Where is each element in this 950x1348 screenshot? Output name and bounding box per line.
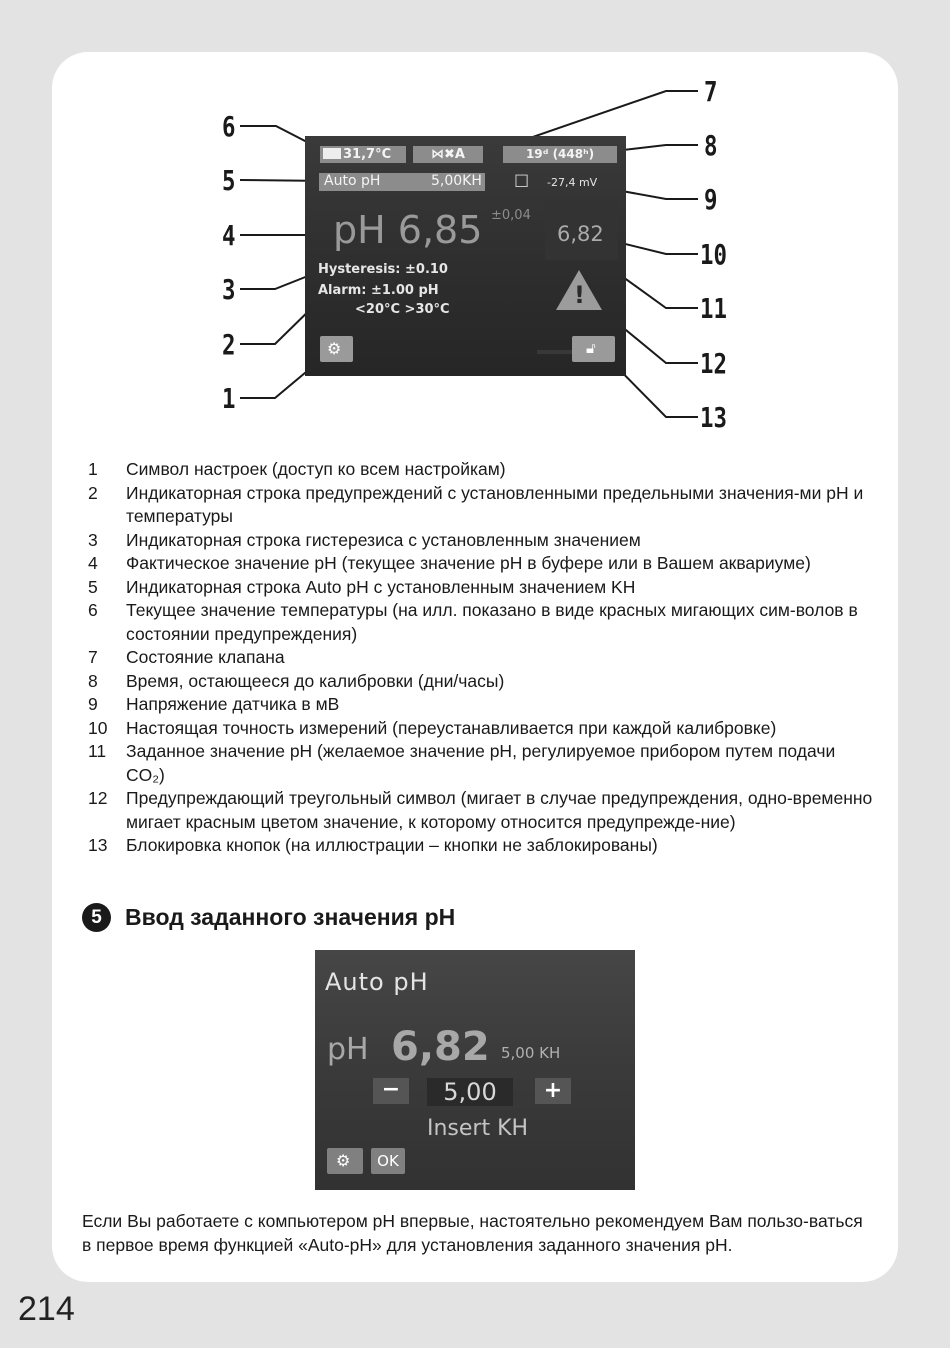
calibration-time-bar xyxy=(503,146,617,163)
list-item: 10 Настоящая точность измерений (переустанавливается при каждой калибровке) xyxy=(88,717,777,738)
valve-status-icon: ⋈✖A xyxy=(431,147,465,162)
callout-9: 9 xyxy=(704,183,718,216)
increase-button[interactable]: + xyxy=(535,1078,571,1104)
list-item: 3 Индикаторная строка гистерезиса с установленным значением xyxy=(88,529,641,550)
footer-paragraph: Если Вы работаете с компьютером pH впервые, настоятельно рекомендуем Вам пользо-ваться в первое время функцией «Auto-pH» для установления заданного значения pH. xyxy=(82,1211,863,1255)
list-item: 2 Индикаторная строка предупреждений с установленными предельными значения-ми pH и температуры xyxy=(88,482,864,526)
page-number: 214 xyxy=(18,1290,75,1328)
legend-list xyxy=(88,458,878,858)
hysteresis-line: Hysteresis: ±0.10 xyxy=(318,262,448,277)
auto-ph-display xyxy=(315,950,635,1190)
list-item: 1 Символ настроек (доступ ко всем настройкам) xyxy=(88,459,506,479)
list-item: 11 Заданное значение pH (желаемое значение pH, регулируемое прибором путем подачи CO₂) xyxy=(88,741,836,785)
temperature-bar xyxy=(320,146,406,163)
calibration-time: 19ᵈ (448ʰ) xyxy=(525,147,595,161)
settings-button[interactable] xyxy=(320,336,353,362)
ph-label: pH xyxy=(327,1032,369,1067)
decrease-button[interactable]: − xyxy=(373,1078,409,1104)
ok-button[interactable]: OK xyxy=(371,1148,405,1174)
list-item: 9 Напряжение датчика в мВ xyxy=(88,694,340,714)
callout-7: 7 xyxy=(704,75,718,108)
gear-icon: ⚙ xyxy=(336,1153,351,1170)
list-item: 6 Текущее значение температуры (на илл. показано в виде красных мигающих сим-волов в состоянии предупреждения) xyxy=(88,600,858,644)
list-item: 7 Состояние клапана xyxy=(88,647,285,667)
settings-button-2[interactable] xyxy=(327,1148,363,1174)
auto-ph-title: Auto pH xyxy=(325,968,429,996)
list-item: 5 Индикаторная строка Auto pH с установленным значением KH xyxy=(88,576,636,597)
callout-1: 1 xyxy=(222,382,236,415)
kh-small-value: 5,00 KH xyxy=(501,1044,561,1062)
ph-actual-value: pH 6,85 xyxy=(333,208,483,252)
gear-icon: ⚙ xyxy=(327,341,342,358)
auto-kh-value: 5,00KH xyxy=(431,173,482,189)
callout-12: 12 xyxy=(700,347,727,380)
callout-2: 2 xyxy=(222,328,236,361)
list-item: 4 Фактическое значение pH (текущее значение pH в буфере или в Вашем аквариуме) xyxy=(88,553,811,573)
section-title: Ввод заданного значения pH xyxy=(125,904,456,930)
callout-5: 5 xyxy=(222,164,236,197)
callout-13: 13 xyxy=(700,401,727,434)
list-item: 12 Предупреждающий треугольный символ (мигает в случае предупреждения, одно-временно мигает красным цветом значение, к которому относится предупрежде-ние) xyxy=(88,788,873,832)
section-number: 5 xyxy=(82,903,111,932)
lock-button[interactable] xyxy=(572,336,615,362)
setpoint-value: 6,82 xyxy=(557,222,604,246)
callout-4: 4 xyxy=(222,219,236,252)
warning-exclamation-icon: ! xyxy=(574,281,585,309)
accuracy-value: ±0,04 xyxy=(491,208,531,223)
alarm-temp-line: <20°C >30°C xyxy=(355,302,450,317)
temperature-value: 31,7°C xyxy=(343,147,392,162)
callout-3: 3 xyxy=(222,273,236,306)
alarm-line: Alarm: ±1.00 pH xyxy=(318,283,439,298)
callout-10: 10 xyxy=(700,238,727,271)
auto-ph-bar xyxy=(319,173,485,191)
voltage-value: -27,4 mV xyxy=(547,176,598,189)
auto-ph-label: Auto pH xyxy=(324,173,381,189)
ph-setpoint-value: 6,82 xyxy=(391,1024,490,1070)
valve-status-bar xyxy=(413,146,483,163)
unlock-icon: 🔓︎ xyxy=(586,340,596,357)
list-item: 8 Время, остающееся до калибровки (дни/часы) xyxy=(88,670,505,691)
ph-computer-display xyxy=(305,136,626,376)
kh-input[interactable]: 5,00 xyxy=(427,1078,513,1106)
insert-kh-prompt: Insert KH xyxy=(427,1116,529,1141)
sensor-icon: ☐ xyxy=(514,172,530,192)
callout-8: 8 xyxy=(704,129,718,162)
callout-11: 11 xyxy=(700,292,727,325)
list-item: 13 Блокировка кнопок (на иллюстрации – кнопки не заблокированы) xyxy=(88,835,658,855)
callout-6: 6 xyxy=(222,110,236,143)
section-heading xyxy=(82,903,455,932)
thermometer-icon xyxy=(323,148,341,159)
